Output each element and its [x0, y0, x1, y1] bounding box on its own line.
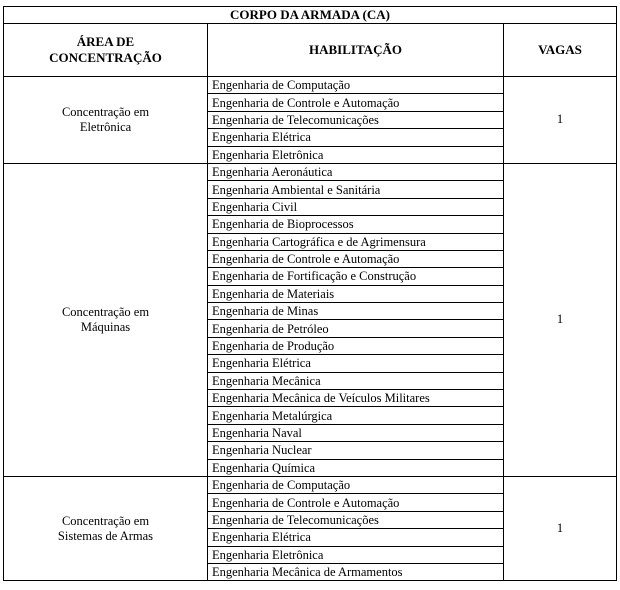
- area-cell: [4, 476, 208, 580]
- area-line1: Concentração em: [61, 304, 150, 319]
- habilitacao-cell: Engenharia Metalúrgica: [208, 407, 504, 424]
- table-row: [4, 163, 617, 180]
- habilitacao-cell: Engenharia Aeronáutica: [208, 163, 504, 180]
- habilitacao-cell: Engenharia de Produção: [208, 337, 504, 354]
- habilitacao-cell: Engenharia de Controle e Automação: [208, 94, 504, 111]
- table-row: [4, 476, 617, 493]
- habilitacao-cell: Engenharia Ambiental e Sanitária: [208, 181, 504, 198]
- vagas-cell: 1: [504, 77, 617, 164]
- area-line2: Sistemas de Armas: [57, 528, 154, 543]
- area-line2: Eletrônica: [79, 119, 132, 134]
- habilitacao-cell: Engenharia Nuclear: [208, 442, 504, 459]
- habilitacao-cell: Engenharia Elétrica: [208, 529, 504, 546]
- table-row: [4, 77, 617, 94]
- habilitacao-cell: Engenharia de Petróleo: [208, 320, 504, 337]
- habilitacao-cell: Engenharia de Telecomunicações: [208, 511, 504, 528]
- habilitacao-cell: Engenharia de Minas: [208, 303, 504, 320]
- header-habilitacao: HABILITAÇÃO: [208, 24, 504, 77]
- habilitacao-cell: Engenharia de Computação: [208, 476, 504, 493]
- habilitacao-cell: Engenharia de Fortificação e Construção: [208, 268, 504, 285]
- habilitacao-cell: Engenharia de Controle e Automação: [208, 494, 504, 511]
- habilitacao-cell: Engenharia de Materiais: [208, 285, 504, 302]
- table-header-row: [4, 24, 617, 77]
- habilitacao-cell: Engenharia de Controle e Automação: [208, 250, 504, 267]
- habilitacao-cell: Engenharia Elétrica: [208, 129, 504, 146]
- area-cell: [4, 163, 208, 476]
- habilitacao-cell: Engenharia Elétrica: [208, 355, 504, 372]
- table-title: CORPO DA ARMADA (CA): [4, 7, 617, 24]
- habilitacao-cell: Engenharia Mecânica de Veículos Militares: [208, 390, 504, 407]
- habilitacao-cell: Engenharia Eletrônica: [208, 546, 504, 563]
- habilitacao-cell: Engenharia de Telecomunicações: [208, 111, 504, 128]
- habilitacao-cell: Engenharia Química: [208, 459, 504, 476]
- area-line2: Máquinas: [80, 319, 131, 334]
- habilitacao-cell: Engenharia de Computação: [208, 77, 504, 94]
- habilitacao-cell: Engenharia Naval: [208, 424, 504, 441]
- table-title-row: [4, 7, 617, 24]
- vagas-cell: 1: [504, 476, 617, 580]
- vacancies-table: [3, 6, 617, 581]
- vagas-cell: 1: [504, 163, 617, 476]
- habilitacao-cell: Engenharia Civil: [208, 198, 504, 215]
- area-line1: Concentração em: [61, 104, 150, 119]
- habilitacao-cell: Engenharia de Bioprocessos: [208, 216, 504, 233]
- habilitacao-cell: Engenharia Mecânica de Armamentos: [208, 563, 504, 580]
- header-area-line1: ÁREA DE: [76, 34, 135, 49]
- table-body: [4, 77, 617, 581]
- area-cell: [4, 77, 208, 164]
- header-area-line2: CONCENTRAÇÃO: [49, 50, 162, 65]
- habilitacao-cell: Engenharia Eletrônica: [208, 146, 504, 163]
- habilitacao-cell: Engenharia Mecânica: [208, 372, 504, 389]
- header-vagas: VAGAS: [504, 24, 617, 77]
- header-area: [4, 24, 208, 77]
- habilitacao-cell: Engenharia Cartográfica e de Agrimensura: [208, 233, 504, 250]
- area-line1: Concentração em: [61, 513, 150, 528]
